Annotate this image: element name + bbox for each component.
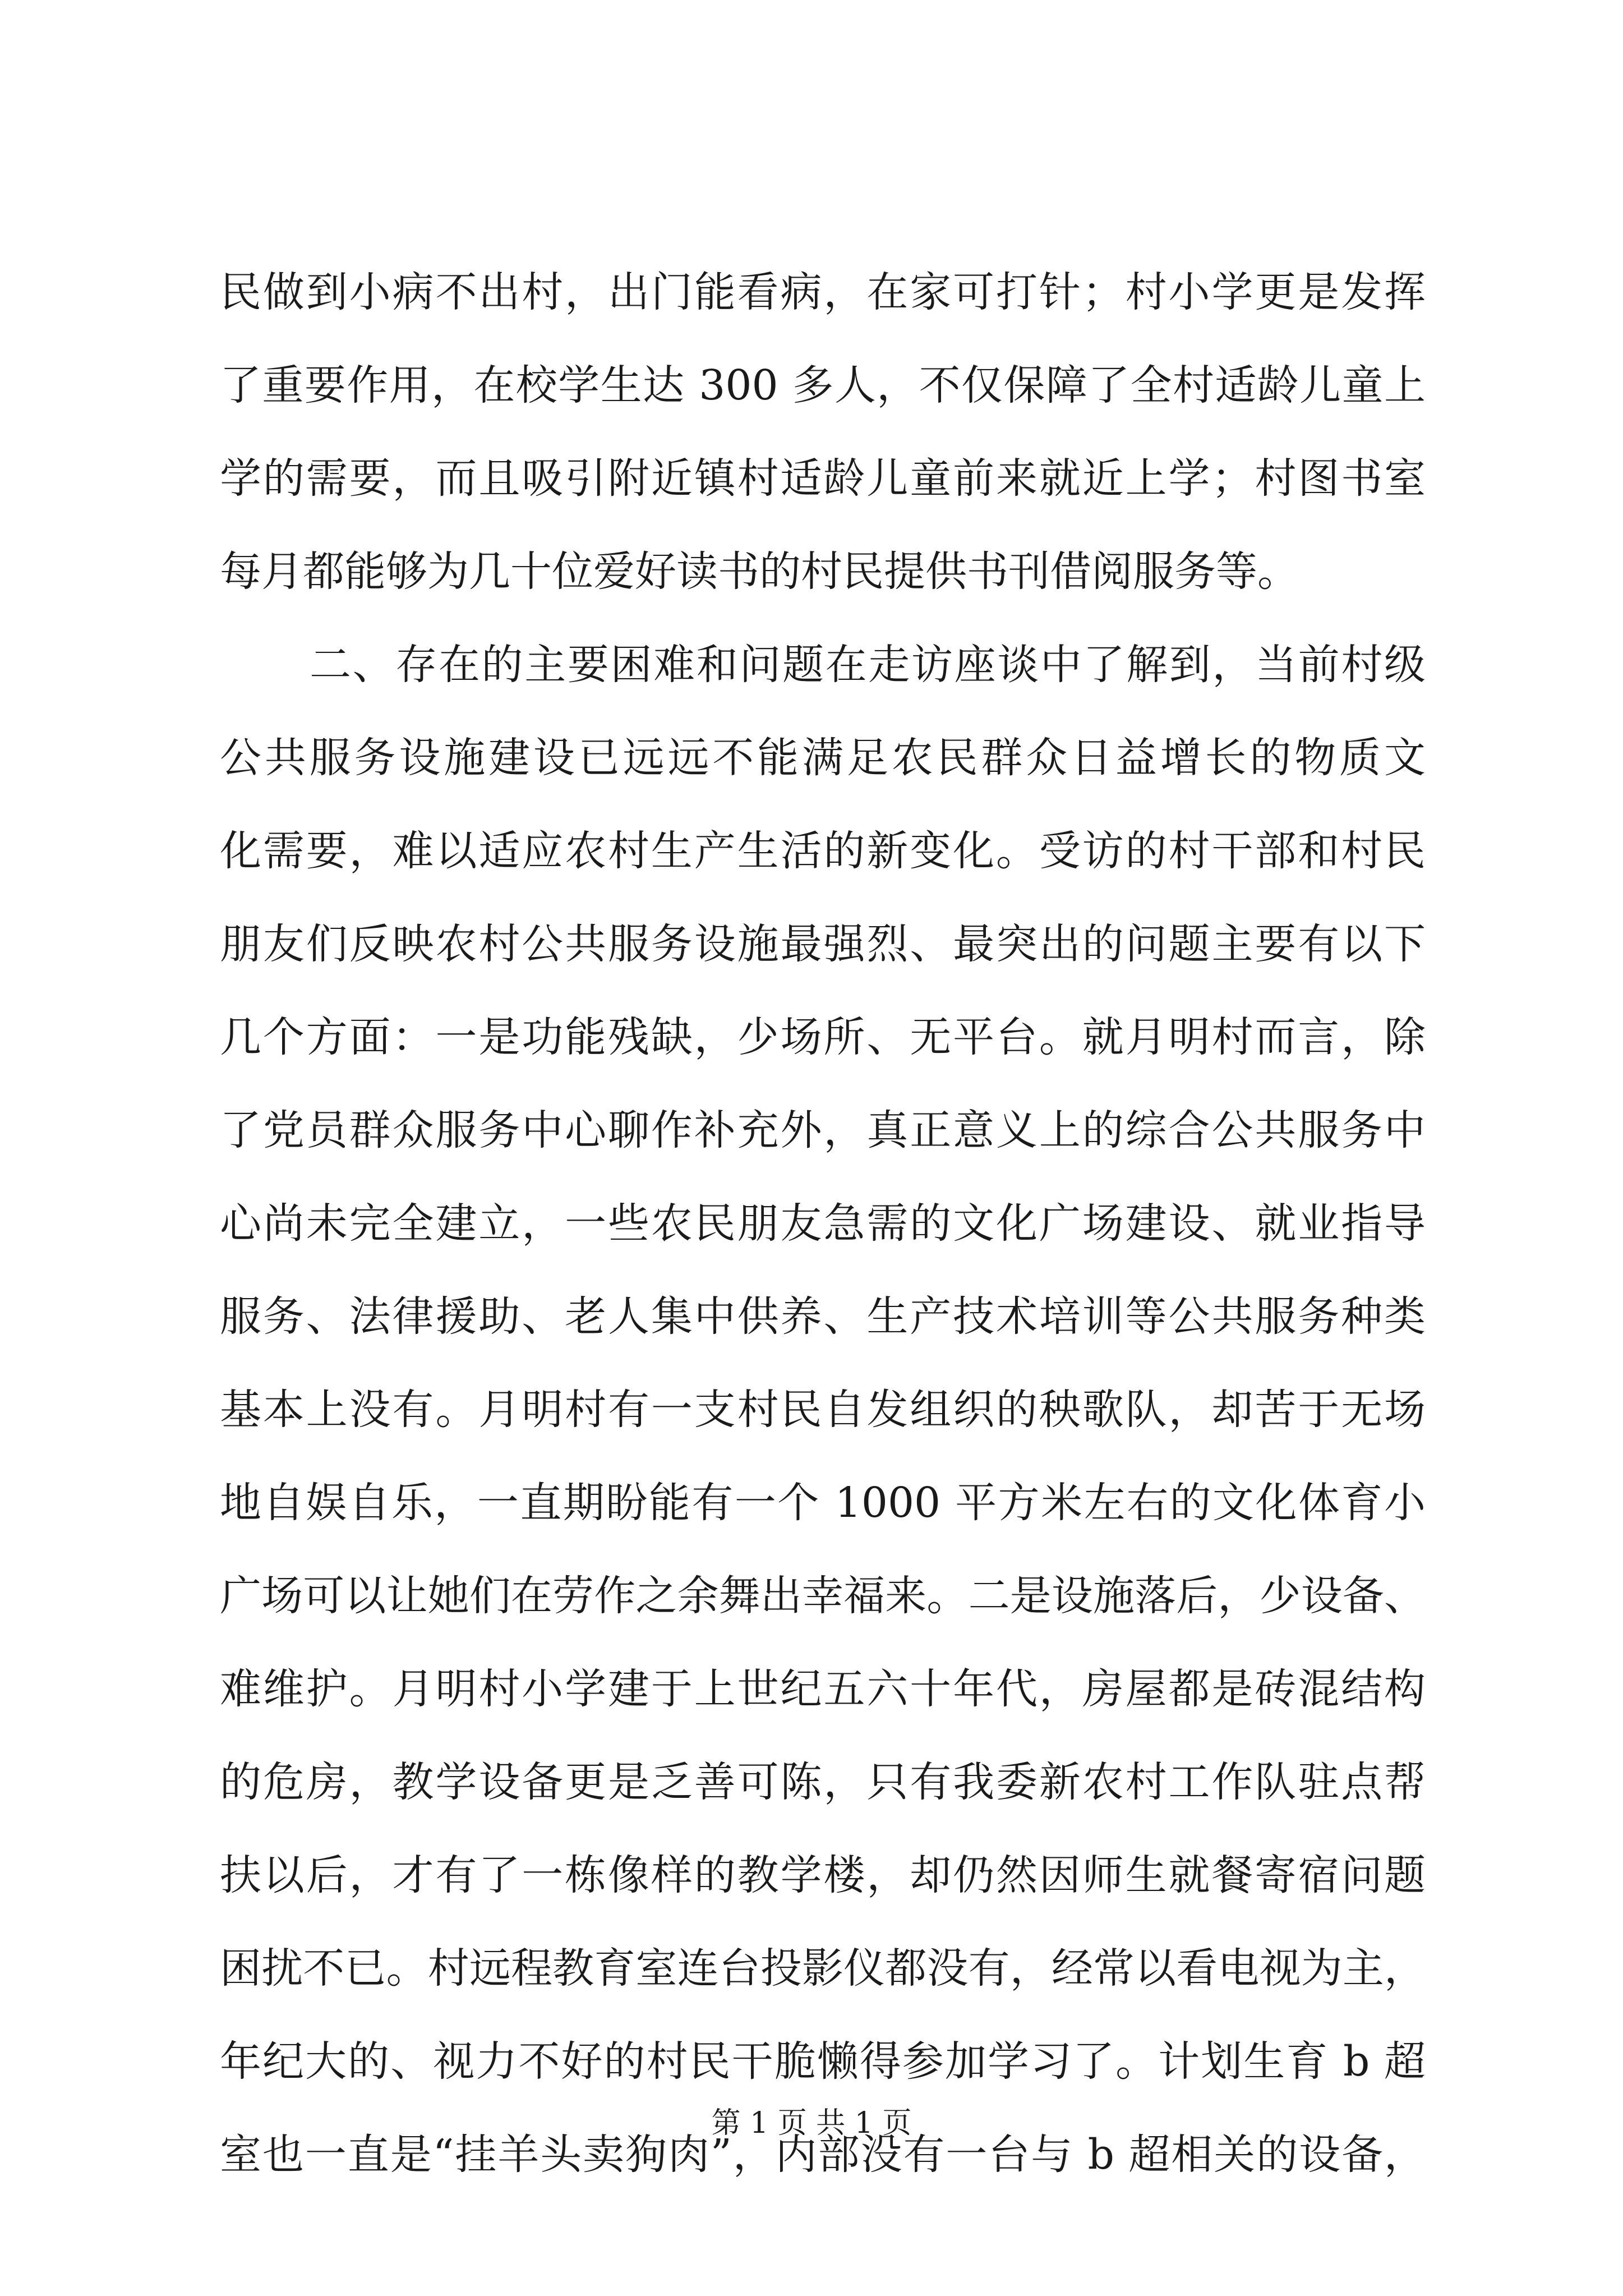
- text-line: 服务、法律援助、老人集中供养、生产技术培训等公共服务种类: [220, 1292, 1426, 1341]
- text-line: 广场可以让她们在劳作之余舞出幸福来。二是设施落后，少设备、: [220, 1572, 1426, 1620]
- page-footer: 第 1 页 共 1 页: [711, 2106, 912, 2140]
- text-line: 年纪大的、视力不好的村民干脆懒得参加学习了。计划生育 b 超: [220, 2037, 1426, 2086]
- text-line: 公共服务设施建设已远远不能满足农民群众日益增长的物质文: [220, 734, 1426, 782]
- text-line: 地自娱自乐，一直期盼能有一个 1000 平方米左右的文化体育小: [220, 1479, 1426, 1527]
- text-line: 基本上没有。月明村有一支村民自发组织的秧歌队，却苦于无场: [220, 1386, 1426, 1434]
- text-line: 困扰不已。村远程教育室连台投影仪都没有，经常以看电视为主，: [220, 1944, 1426, 1993]
- text-line: 每月都能够为几十位爱好读书的村民提供书刊借阅服务等。: [220, 547, 1299, 596]
- text-line: 几个方面：一是功能残缺，少场所、无平台。就月明村而言，除: [220, 1013, 1426, 1061]
- text-line: 的危房，教学设备更是乏善可陈，只有我委新农村工作队驻点帮: [220, 1758, 1426, 1806]
- text-line: 学的需要，而且吸引附近镇村适龄儿童前来就近上学；村图书室: [220, 454, 1426, 503]
- text-line: 朋友们反映农村公共服务设施最强烈、最突出的问题主要有以下: [220, 920, 1426, 968]
- text-line: 了重要作用，在校学生达 300 多人，不仅保障了全村适龄儿童上: [220, 361, 1426, 409]
- text-line: 民做到小病不出村，出门能看病，在家可打针；村小学更是发挥: [220, 268, 1426, 316]
- text-line: 了党员群众服务中心聊作补充外，真正意义上的综合公共服务中: [220, 1106, 1426, 1154]
- text-line: 扶以后，才有了一栋像样的教学楼，却仍然因师生就餐寄宿问题: [220, 1851, 1426, 1899]
- text-line: 室也一直是“挂羊头卖狗肉”，内部没有一台与 b 超相关的设备，: [220, 2131, 1426, 2179]
- text-line: 难维护。月明村小学建于上世纪五六十年代，房屋都是砖混结构: [220, 1665, 1426, 1713]
- document-body: [220, 246, 1426, 2201]
- text-line: 化需要，难以适应农村生产生活的新变化。受访的村干部和村民: [220, 827, 1426, 875]
- text-line: 二、存在的主要困难和问题在走访座谈中了解到，当前村级: [310, 641, 1426, 689]
- text-line: 心尚未完全建立，一些农民朋友急需的文化广场建设、就业指导: [220, 1199, 1426, 1248]
